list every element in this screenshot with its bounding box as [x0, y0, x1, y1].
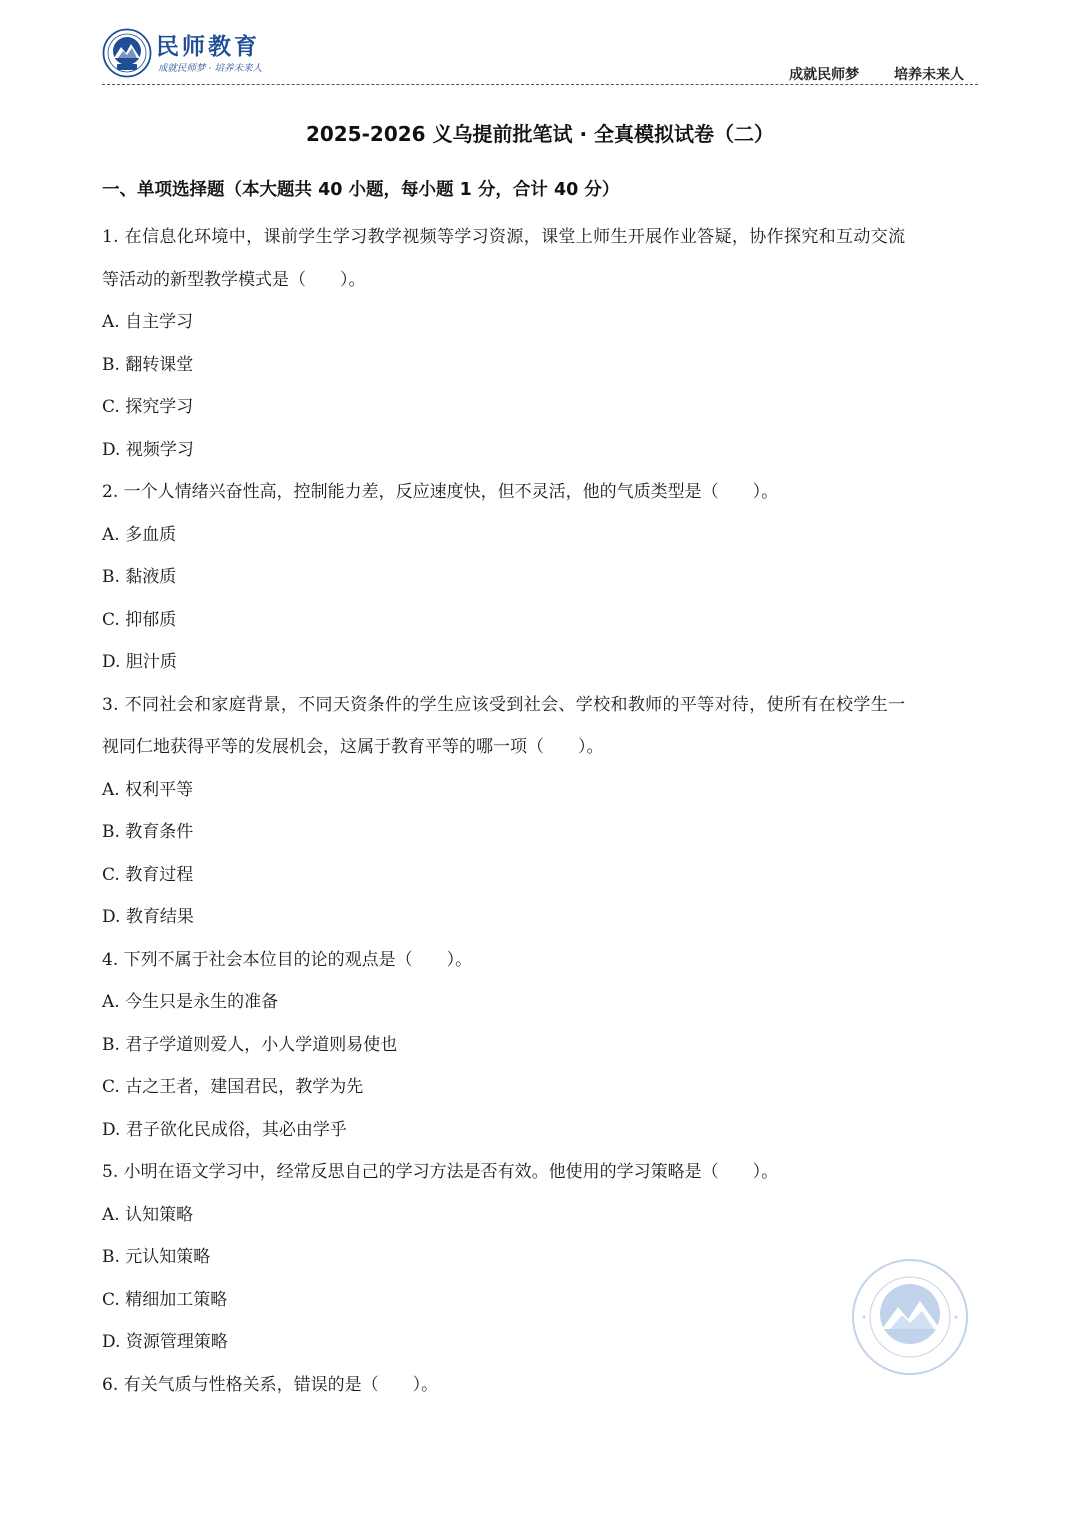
question-4-text: 4. 下列不属于社会本位目的论的观点是（ ）。	[102, 949, 473, 970]
question-1-text: 1. 在信息化环境中，课前学生学习教学视频等学习资源，课堂上师生开展作业答疑，协作探究和互动交流	[102, 227, 906, 247]
question-list	[102, 220, 982, 1410]
question-1-option-b: B. 翻转课堂	[102, 354, 194, 375]
question-5-option-a: A. 认知策略	[102, 1204, 194, 1225]
brand-slogan: 成就民师梦 · 培养未来人	[158, 63, 263, 74]
question-1-text-cont: 等活动的新型教学模式是（ ）。	[102, 269, 366, 290]
question-2-option-a: A. 多血质	[102, 524, 177, 545]
question-3-option-d: D. 教育结果	[102, 907, 194, 927]
brand-name: 民师教育	[156, 34, 260, 60]
question-3-option-a: A. 权利平等	[102, 779, 194, 800]
page-header	[102, 26, 978, 86]
question-4-option-d: D. 君子欲化民成俗，其必由学乎	[102, 1119, 347, 1140]
question-1-option-c: C. 探究学习	[102, 397, 194, 417]
question-2-option-c: C. 抑郁质	[102, 609, 177, 630]
question-3-text: 3. 不同社会和家庭背景，不同天资条件的学生应该受到社会、学校和教师的平等对待，使所有在校学生一	[102, 694, 906, 715]
question-5-option-d: D. 资源管理策略	[102, 1332, 228, 1352]
question-4-option-c: C. 古之王者，建国君民，教学为先	[102, 1077, 364, 1097]
document-title: 2025-2026 义乌提前批笔试 · 全真模拟试卷（二）	[305, 122, 775, 146]
header-motto-left: 成就民师梦	[789, 67, 860, 83]
question-6-text: 6. 有关气质与性格关系，错误的是（ ）。	[102, 1374, 439, 1395]
mountain-logo-icon	[102, 28, 152, 78]
question-3-option-c: C. 教育过程	[102, 864, 194, 885]
question-5-option-b: B. 元认知策略	[102, 1247, 211, 1267]
question-2-text: 2. 一个人情绪兴奋性高，控制能力差，反应速度快，但不灵活，他的气质类型是（ ）。	[102, 482, 779, 502]
question-5-text: 5. 小明在语文学习中，经常反思自己的学习方法是否有效。他使用的学习策略是（ ）。	[102, 1162, 779, 1182]
header-motto	[789, 64, 964, 84]
question-4-option-a: A. 今生只是永生的准备	[102, 992, 279, 1012]
question-1-option-a: A. 自主学习	[102, 312, 194, 332]
header-motto-right: 培养未来人	[894, 67, 964, 83]
section-heading: 一、单项选择题（本大题共 40 小题，每小题 1 分，合计 40 分）	[102, 180, 620, 200]
question-2-option-d: D. 胆汁质	[102, 652, 177, 672]
question-5-option-c: C. 精细加工策略	[102, 1289, 228, 1310]
question-4-option-b: B. 君子学道则爱人，小人学道则易使也	[102, 1034, 398, 1055]
question-3-text-cont: 视同仁地获得平等的发展机会，这属于教育平等的哪一项（ ）。	[102, 737, 604, 757]
header-divider	[102, 84, 978, 85]
question-2-option-b: B. 黏液质	[102, 567, 177, 587]
question-3-option-b: B. 教育条件	[102, 822, 194, 842]
question-1-option-d: D. 视频学习	[102, 439, 194, 460]
mountain-seal-icon	[850, 1257, 970, 1377]
